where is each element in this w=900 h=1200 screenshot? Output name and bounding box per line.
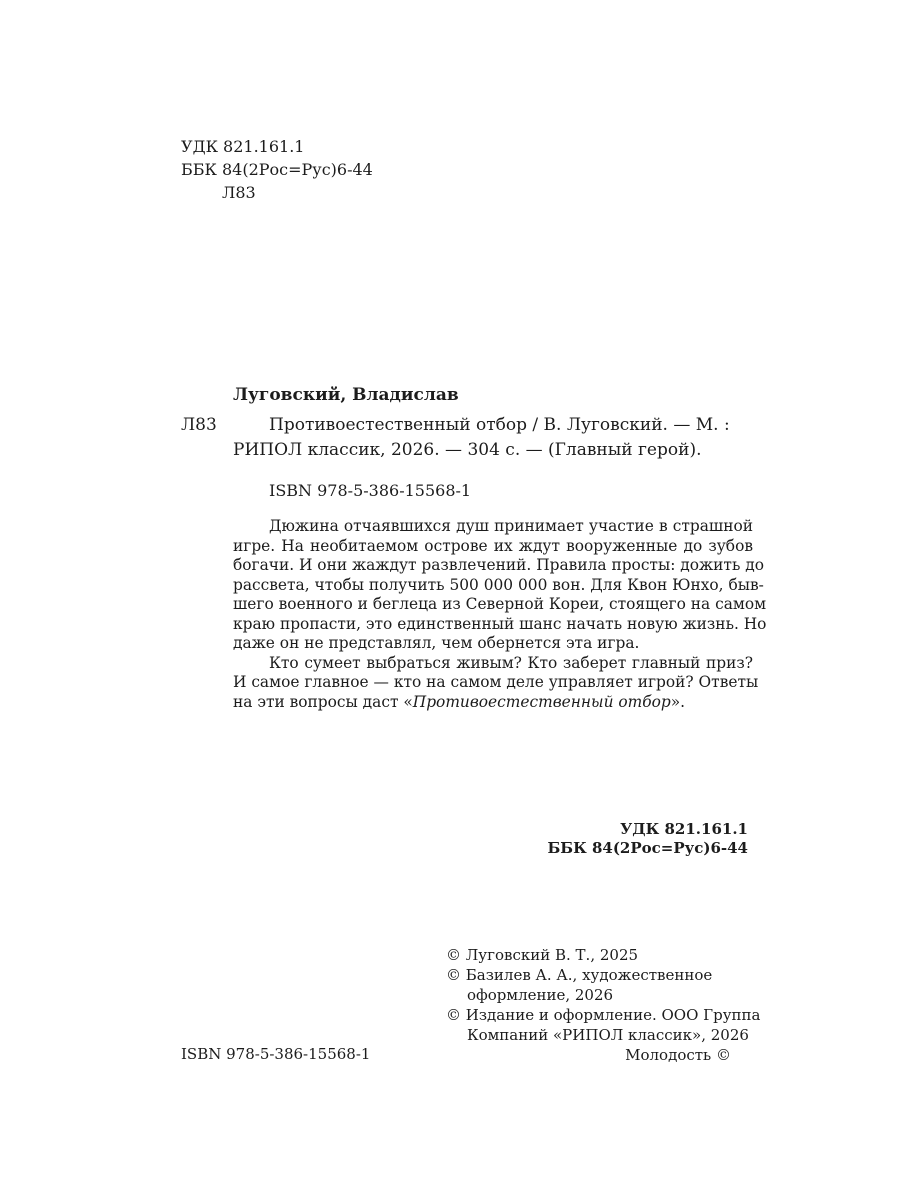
annotation-line: Дюжина отчаявшихся душ принимает участие в страшной (269, 517, 753, 535)
annotation-line: шего военного и беглеца из Северной Кореи, стоящего на самом (233, 595, 767, 613)
catalog-author: Луговский, Владислав (233, 385, 459, 405)
annotation-line: краю пропасти, это единственный шанс начать новую жизнь. Но (233, 614, 767, 633)
copyright-edition-cont: Компаний «РИПОЛ классик», 2026 (467, 1026, 749, 1044)
annotation-suffix: ». (670, 692, 686, 711)
copyright-design: © Базилев А. А., художественное (446, 966, 713, 984)
catalog-title-line: Противоестественный отбор / В. Луговский. — М. : (269, 415, 730, 435)
copyright-molodost: Молодость © (625, 1046, 731, 1064)
annotation-line: И самое главное — кто на самом деле управляет игрой? Ответы (233, 673, 759, 691)
book-title-italic: Противоестественный отбор (412, 692, 671, 711)
copyright-author: © Луговский В. Т., 2025 (446, 946, 639, 964)
annotation-line-last (233, 693, 753, 713)
copyright-edition: © Издание и оформление. ООО Группа (446, 1006, 761, 1024)
footer-bbk-code: ББК 84(2Рос=Рус)6-44 (547, 839, 748, 857)
udk-code: УДК 821.161.1 (181, 137, 305, 156)
annotation-line: игре. На необитаемом острове их ждут вооруженные до зубов (233, 536, 753, 555)
bbk-code: ББК 84(2Рос=Рус)6-44 (181, 160, 373, 179)
catalog-mark: Л83 (181, 415, 217, 435)
footer-udk-code: УДК 821.161.1 (620, 820, 748, 838)
annotation-line: даже он не представлял, чем обернется эта игра. (233, 634, 640, 652)
catalog-isbn: ISBN 978-5-386-15568-1 (269, 481, 472, 500)
annotation-line: богачи. И они жаждут развлечений. Правила просты: дожить до (233, 556, 764, 574)
catalog-publisher-line: РИПОЛ классик, 2026. — 304 с. — (Главный герой). (233, 440, 702, 460)
annotation-line: Кто сумеет выбраться живым? Кто заберет главный приз? (269, 653, 753, 672)
annotation (233, 517, 767, 712)
annotation-prefix: на эти вопросы даст « (233, 692, 413, 711)
copyright-design-cont: оформление, 2026 (467, 986, 614, 1004)
copyright-block (446, 945, 761, 1065)
author-mark: Л83 (222, 183, 256, 202)
annotation-line: рассвета, чтобы получить 500 000 000 вон. Для Квон Юнхо, быв- (233, 575, 764, 594)
bottom-isbn: ISBN 978-5-386-15568-1 (181, 1045, 371, 1063)
